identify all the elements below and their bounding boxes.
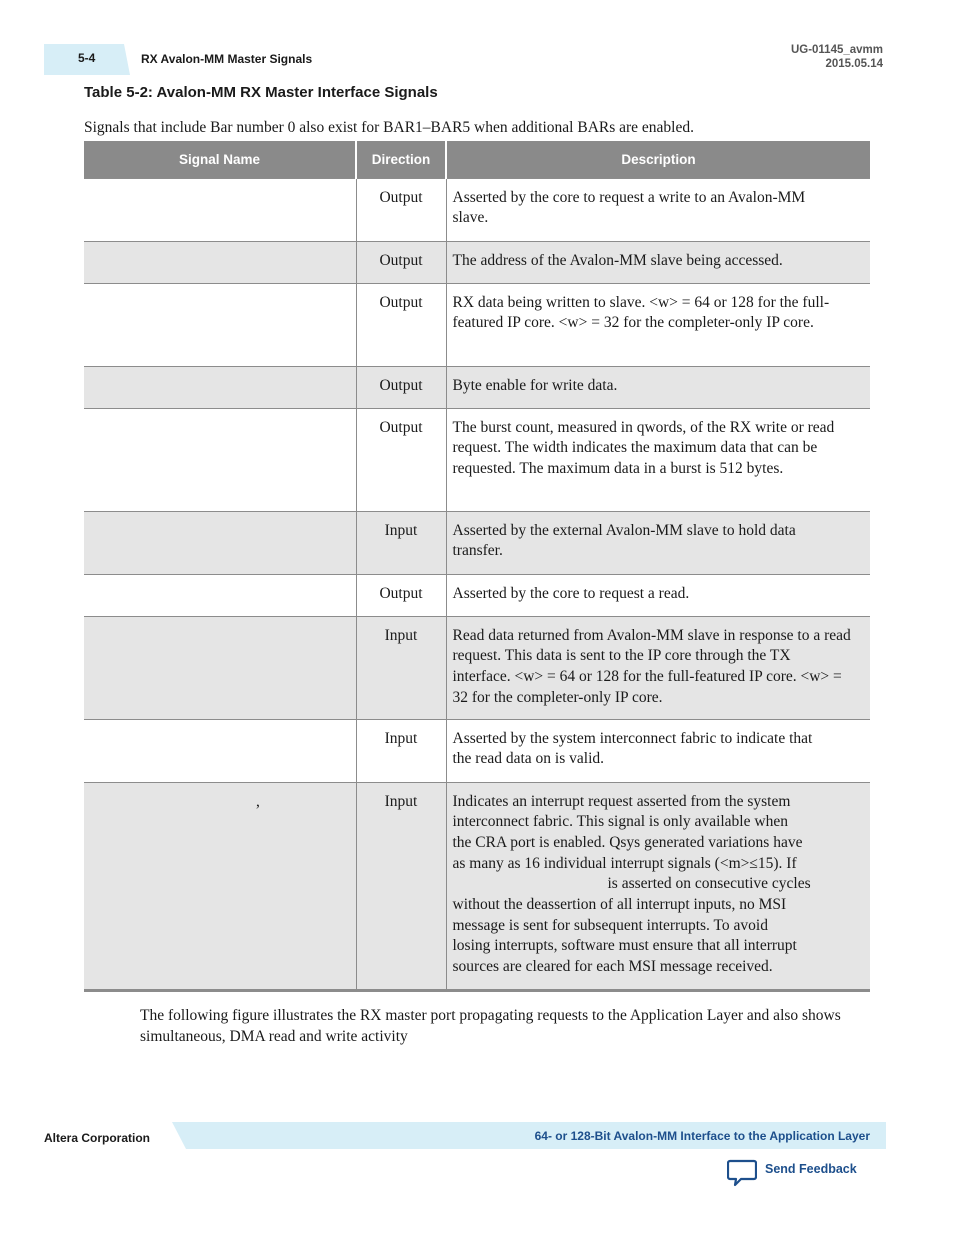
table-row [84, 241, 870, 283]
direction-cell: Output [356, 178, 446, 241]
table-row [84, 574, 870, 616]
description-line: the CRA port is enabled. Qsys generated variations have [452, 833, 803, 851]
column-header-signal-name: Signal Name [84, 141, 356, 178]
signal-name-comma: , [256, 792, 260, 810]
table-row [84, 283, 870, 366]
direction-cell: Input [356, 616, 446, 719]
description-text: Asserted by the core to request a write to an Avalon-MM slave. [452, 188, 806, 227]
description-cell [446, 782, 870, 990]
description-line: as many as 16 individual interrupt signals (<m>≤15). If [452, 854, 797, 872]
footer-chapter-link[interactable]: 64- or 128-Bit Avalon-MM Interface to the Application Layer [534, 1129, 870, 1143]
signal-name-cell [84, 408, 356, 511]
signal-name-cell [84, 719, 356, 782]
direction-cell: Output [356, 574, 446, 616]
description-line: message is sent for subsequent interrupts. To avoid [452, 916, 768, 934]
direction-cell: Output [356, 283, 446, 366]
signal-name-cell [84, 178, 356, 241]
description-text: Asserted by the external Avalon-MM slave to hold data transfer. [452, 521, 796, 560]
signal-name-cell [84, 782, 356, 990]
description-cell [446, 283, 870, 366]
table-row [84, 178, 870, 241]
table-intro: Signals that include Bar number 0 also exist for BAR1–BAR5 when additional BARs are enabled. [84, 119, 694, 136]
description-cell: Asserted by the core to request a read. [446, 574, 870, 616]
description-cell: Byte enable for write data. [446, 366, 870, 408]
description-line: without the deassertion of all interrupt inputs, no MSI [452, 896, 787, 914]
description-cell [446, 511, 870, 574]
description-line: Indicates an interrupt request asserted from the system [452, 792, 791, 810]
table-row [84, 366, 870, 408]
doc-id: UG-01145_avmm [790, 44, 883, 56]
doc-info [791, 43, 883, 71]
footer-company: Altera Corporation [44, 1131, 151, 1145]
description-text: The burst count, measured in qwords, of the RX write or read request. The width indicates the maximum data that can be requested. The maximum data in a burst is 512 bytes. [452, 418, 835, 477]
description-text: Asserted by the system interconnect fabric to indicate that the read data on is valid. [452, 729, 813, 768]
table-title: Table 5-2: Avalon-MM RX Master Interface Signals [84, 84, 438, 101]
doc-date: 2015.05.14 [825, 58, 883, 70]
description-cell [446, 719, 870, 782]
description-cell [446, 616, 870, 719]
description-cell [446, 408, 870, 511]
signals-table [84, 141, 870, 992]
direction-cell: Output [356, 366, 446, 408]
table-row [84, 782, 870, 990]
direction-cell: Input [356, 719, 446, 782]
send-feedback-link[interactable]: Send Feedback [765, 1162, 857, 1176]
column-header-description: Description [446, 141, 870, 178]
table-row [84, 511, 870, 574]
description-line: sources are cleared for each MSI message received. [452, 958, 773, 976]
signal-name-cell [84, 511, 356, 574]
description-line: is asserted on consecutive cycles [607, 875, 811, 893]
table-header-row [84, 141, 870, 178]
signal-name-cell [84, 366, 356, 408]
section-title: RX Avalon-MM Master Signals [141, 52, 313, 66]
signal-name-cell [84, 616, 356, 719]
direction-cell: Input [356, 782, 446, 990]
description-cell: The address of the Avalon-MM slave being accessed. [446, 241, 870, 283]
signal-name-cell [84, 241, 356, 283]
table-row [84, 616, 870, 719]
direction-cell: Input [356, 511, 446, 574]
description-text: RX data being written to slave. <w> = 64 or 128 for the full-featured IP core. <w> = 32 for the completer-only IP core. [452, 293, 830, 332]
table-row [84, 719, 870, 782]
description-line: losing interrupts, software must ensure that all interrupt [452, 937, 797, 955]
signal-name-cell [84, 283, 356, 366]
description-line: interconnect fabric. This signal is only available when [452, 813, 788, 831]
table-row [84, 408, 870, 511]
speech-bubble-icon[interactable] [727, 1159, 757, 1187]
description-cell [446, 178, 870, 241]
description-text: Read data returned from Avalon-MM slave in response to a read request. This data is sent to the IP core through the TX interface. <w> = 64 or 128 for the full-featured IP core. <w> = 32 for the completer-only IP core. [452, 626, 851, 706]
direction-cell: Output [356, 241, 446, 283]
page-number: 5-4 [78, 51, 96, 65]
body-paragraph: The following figure illustrates the RX master port propagating requests to the Application Layer and also shows simultaneous, DMA read and write activity [140, 1007, 841, 1045]
direction-cell: Output [356, 408, 446, 511]
signal-name-cell [84, 574, 356, 616]
column-header-direction: Direction [356, 141, 446, 178]
